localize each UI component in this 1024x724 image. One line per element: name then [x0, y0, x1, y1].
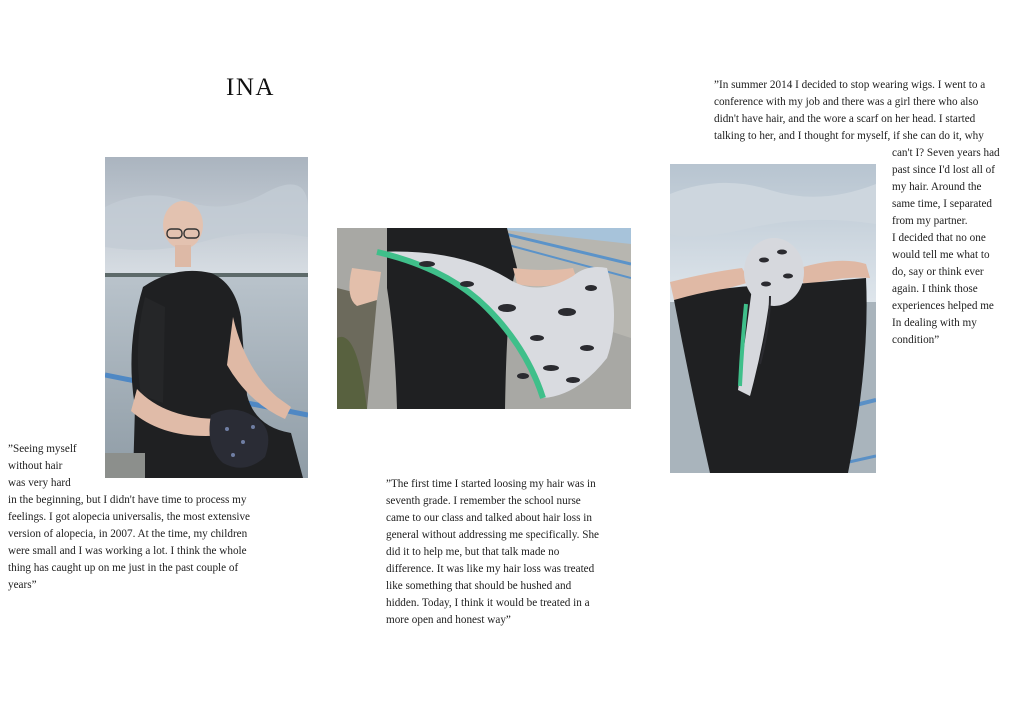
quote-middle-line: came to our class and talked about hair loss in [386, 512, 592, 524]
quote-left-line: in the beginning, but I didn't have time to process my [8, 494, 247, 506]
quote-left-line: years” [8, 579, 37, 591]
quote-right-line: condition” [892, 334, 940, 346]
quote-middle-line: more open and honest way” [386, 614, 511, 626]
quote-right [714, 77, 1000, 349]
photo-scarf-held-out-image [337, 228, 631, 409]
quote-middle-line: ”The first time I started loosing my hair was in [386, 478, 596, 490]
quote-left-line: was very hard [8, 477, 71, 489]
quote-middle-line: did it to help me, but that talk made no [386, 546, 560, 558]
quote-left-line: feelings. I got alopecia universalis, the most extensive [8, 511, 251, 523]
quote-middle [386, 476, 599, 629]
quote-right-line: again. I think those [892, 283, 978, 295]
quote-left-line: without hair [8, 460, 63, 472]
quote-left-line: were small and I was working a lot. I think the whole [8, 545, 247, 557]
quote-right-line: conference with my job and there was a girl there who also [714, 96, 979, 108]
quote-left [8, 441, 250, 594]
photo-portrait-seated-image [105, 157, 308, 478]
quote-middle-line: difference. It was like my hair loss was treated [386, 563, 595, 575]
quote-right-line: I decided that no one [892, 232, 986, 244]
quote-middle-line: seventh grade. I remember the school nurse [386, 495, 581, 507]
quote-middle-line: general without addressing me specifically. She [386, 529, 600, 541]
quote-left-line: thing has caught up on me just in the past couple of [8, 562, 239, 574]
quote-right-line: do, say or think ever [892, 266, 984, 278]
quote-right-line: past since I'd lost all of [892, 164, 995, 176]
quote-left-line: ”Seeing myself [8, 443, 77, 455]
quote-right-line: talking to her, and I thought for myself, if she can do it, why [714, 130, 984, 142]
quote-middle-line: hidden. Today, I think it would be treated in a [386, 597, 590, 609]
quote-right-line: same time, I separated [892, 198, 993, 210]
quote-middle-line: like something that should be hushed and [386, 580, 572, 592]
quote-right-line: from my partner. [892, 215, 968, 227]
quote-right-line: experiences helped me [892, 300, 994, 312]
quote-right-line: didn't have hair, and the wore a scarf on her head. I started [714, 113, 976, 125]
quote-right-line: would tell me what to [892, 249, 990, 261]
photo-scarf-held-out [337, 228, 631, 409]
page-title: INA [226, 74, 275, 101]
quote-right-line: can't I? Seven years had [892, 147, 1000, 159]
quote-right-line: my hair. Around the [892, 181, 982, 193]
quote-right-line: In dealing with my [892, 317, 977, 329]
quote-left-line: version of alopecia, in 2007. At the time, my children [8, 528, 248, 540]
quote-right-line: ”In summer 2014 I decided to stop wearing wigs. I went to a [714, 79, 986, 91]
photo-portrait-seated [105, 157, 308, 478]
